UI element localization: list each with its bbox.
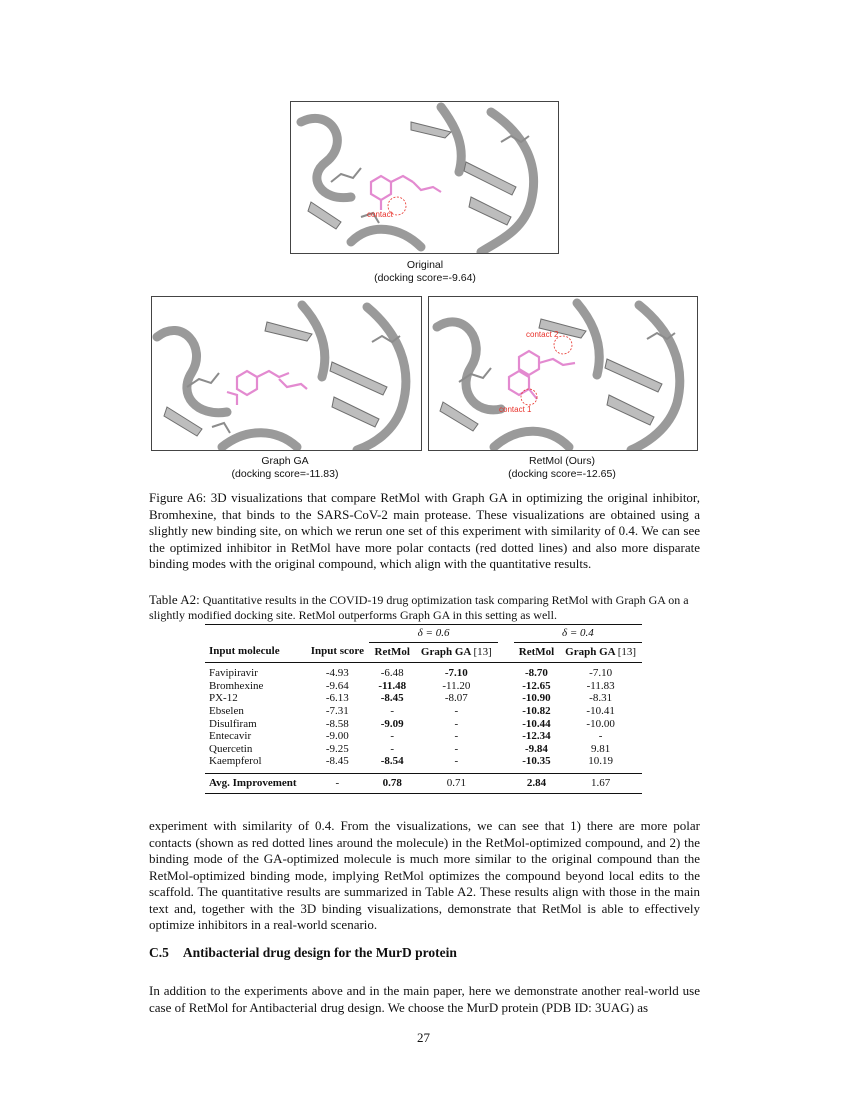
table-row: Bromhexine -9.64 -11.48 -11.20 -12.65 -11.83 (209, 679, 615, 692)
protein-render-retmol (429, 297, 697, 450)
header-graphga-06: Graph GA [13] (415, 642, 498, 663)
table-caption-text: Quantitative results in the COVID-19 drug optimization task comparing RetMol with Graph GA on a slightly modified docking site. RetMol outperforms Graph GA in this setting as well. (149, 593, 689, 622)
header-ref-04: [13] (617, 645, 637, 658)
panel-caption-graph-ga (190, 455, 380, 481)
figure-caption: Figure A6: 3D visualizations that compare RetMol with Graph GA in optimizing the original inhibitor, Bromhexine, that binds to the SARS-CoV-2 main protease. These visualizations are obtained using a slightly new binding site, on which we rerun one set of this experiment with similarity of 0.4. We can see the optimized inhibitor in RetMol have more polar contacts (red dotted lines) and also more disparate binding modes with the original compound, which align with the quantitative results. (149, 490, 700, 571)
panel-caption-original (330, 259, 520, 285)
panel-retmol (428, 296, 698, 451)
results-table (205, 624, 642, 794)
group-delta-06: δ = 0.6 (369, 625, 497, 643)
table-header-row (205, 642, 642, 663)
group-delta-04: δ = 0.4 (514, 625, 642, 643)
body-paragraph-1: experiment with similarity of 0.4. From the visualizations, we can see that 1) there are more polar contacts (shown as red dotted lines around the molecule) in the RetMol-optimized compound, and 2) the binding mode of the GA-optimized molecule is much more similar to the original compound than the RetMol-optimized binding mode, implying RetMol optimizes the compound beyond local edits to the scaffold. The quantitative results are summarized in Table A2. These results align with those in the main text and, together with the 3D binding visualizations, demonstrate that RetMol is able to effectively optimize inhibitors in a real-world scenario. (149, 818, 700, 932)
page-number: 27 (417, 1030, 430, 1045)
section-title: Antibacterial drug design for the MurD protein (182, 945, 457, 960)
contact-1-label: contact 1 (499, 405, 532, 414)
section-number: C.5 (149, 945, 169, 960)
protein-render-original (291, 102, 558, 253)
panel-label-graph-ga: Graph GA (261, 455, 309, 467)
protein-render-graph-ga (152, 297, 421, 450)
table-caption-lead: Table A2: (149, 592, 200, 607)
panel-graph-ga (151, 296, 422, 451)
panel-score-graph-ga: (docking score=-11.83) (231, 468, 339, 480)
contact-2-label: contact 2 (526, 330, 559, 339)
table-row: PX-12 -6.13 -8.45 -8.07 -10.90 -8.31 (209, 692, 613, 705)
panel-score-original: (docking score=-9.64) (374, 272, 476, 284)
contact-label: contact (367, 210, 393, 219)
table-group-row (205, 625, 642, 643)
table-row: Entecavir -9.00 - - -12.34 - (209, 730, 603, 743)
panel-score-retmol: (docking score=-12.65) (508, 468, 616, 480)
body-paragraph-2: In addition to the experiments above and in the main paper, here we demonstrate another real-world use case of RetMol for Antibacterial drug design. We choose the MurD protein (PDB ID: 3UAG) as (149, 983, 700, 1015)
header-input-score: Input score (305, 642, 369, 663)
section-heading (149, 945, 457, 961)
table-row: Kaempferol -8.45 -8.54 - -10.35 10.19 (205, 755, 642, 773)
table-avg-row: Avg. Improvement - 0.78 0.71 2.84 1.67 (205, 773, 642, 793)
panel-label-retmol: RetMol (Ours) (529, 455, 595, 467)
table-caption (149, 593, 700, 622)
table-row: Favipiravir -4.93 -6.48 -7.10 -8.70 -7.10 (209, 667, 613, 680)
table-row: Disulfiram -8.58 -9.09 - -10.44 -10.00 (209, 717, 615, 730)
panel-label-original: Original (406, 259, 444, 271)
table-row: Quercetin -9.25 - - -9.84 9.81 (209, 742, 611, 755)
panel-caption-retmol (467, 455, 657, 481)
header-graphga-04: Graph GA [13] (559, 642, 642, 663)
header-ref-06: [13] (473, 645, 492, 658)
header-input-molecule: Input molecule (205, 642, 305, 663)
panel-original (290, 101, 559, 254)
header-retmol-04: RetMol (514, 642, 560, 663)
header-retmol-06: RetMol (369, 642, 415, 663)
table-row: Ebselen -7.31 - - -10.82 -10.41 (209, 704, 615, 717)
